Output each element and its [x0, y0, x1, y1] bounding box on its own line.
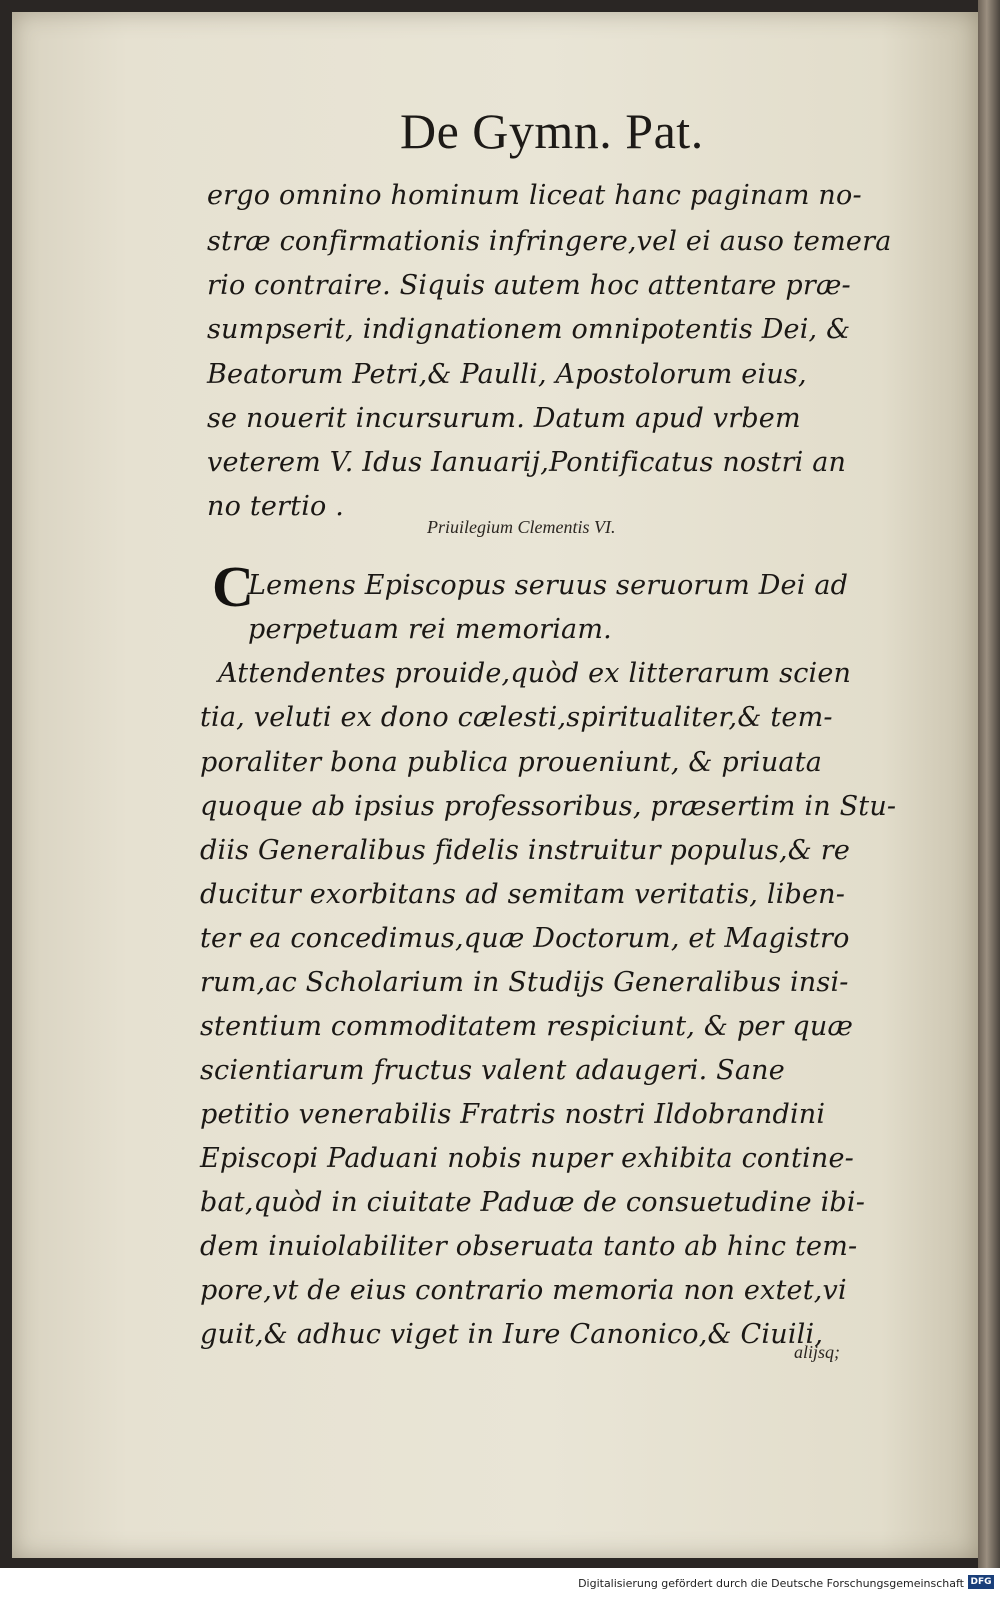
- text-line: tia, veluti ex dono cælesti,spiritualiter,& tem-: [200, 702, 833, 733]
- text-line: dem inuiolabiliter obseruata tanto ab hinc tem-: [200, 1231, 858, 1262]
- book-spine: [978, 0, 1000, 1568]
- text-line: se nouerit incursurum. Datum apud vrbem: [207, 403, 801, 434]
- text-line: ergo omnino hominum liceat hanc paginam no-: [207, 180, 862, 211]
- text-line: sumpserit, indignationem omnipotentis Dei, &: [207, 314, 851, 345]
- text-line: stræ confirmationis infringere,vel ei auso temera: [207, 226, 892, 257]
- text-line: ducitur exorbitans ad semitam veritatis, liben-: [200, 879, 846, 910]
- text-line: Lemens Episcopus seruus seruorum Dei ad: [248, 570, 849, 601]
- text-line: no tertio .: [207, 491, 345, 522]
- book-page: [12, 12, 978, 1558]
- text-line: ter ea concedimus,quæ Doctorum, et Magistro: [200, 923, 850, 954]
- text-line: poraliter bona publica proueniunt, & priuata: [200, 747, 823, 778]
- text-line: Attendentes prouide,quòd ex litterarum scien: [218, 658, 852, 689]
- text-line: stentium commoditatem respiciunt, & per quæ: [200, 1011, 854, 1042]
- text-line: rio contraire. Siquis autem hoc attentare præ-: [207, 270, 851, 301]
- text-line: Beatorum Petri,& Paulli, Apostolorum eius,: [207, 359, 807, 390]
- footer-credit-bar: [0, 1568, 1000, 1598]
- text-line: guit,& adhuc viget in Iure Canonico,& Ciuili,: [200, 1319, 824, 1350]
- text-line: pore,vt de eius contrario memoria non extet,vi: [200, 1275, 847, 1306]
- initial-capital: C: [212, 554, 254, 619]
- text-line: veterem V. Idus Ianuarij,Pontificatus nostri an: [207, 447, 847, 478]
- dfg-logo: DFG: [968, 1575, 994, 1589]
- catchword: alijsq;: [794, 1342, 841, 1362]
- text-line: petitio venerabilis Fratris nostri Ildobrandini: [200, 1099, 826, 1130]
- running-head: De Gymn. Pat.: [400, 103, 704, 159]
- text-line: bat,quòd in ciuitate Paduæ de consuetudine ibi-: [200, 1187, 866, 1218]
- text-line: diis Generalibus fidelis instruitur populus,& re: [200, 835, 851, 866]
- text-line: rum,ac Scholarium in Studijs Generalibus insi-: [200, 967, 849, 998]
- text-line: perpetuam rei memoriam.: [248, 614, 612, 645]
- text-line: Episcopi Paduani nobis nuper exhibita contine-: [200, 1143, 854, 1174]
- privilege-caption: Priuilegium Clementis VI.: [427, 517, 616, 537]
- footer-credit-text: Digitalisierung gefördert durch die Deutsche Forschungsgemeinschaft: [578, 1577, 964, 1590]
- text-line: scientiarum fructus valent adaugeri. Sane: [200, 1055, 785, 1086]
- text-line: quoque ab ipsius professoribus, præsertim in Stu-: [200, 791, 897, 822]
